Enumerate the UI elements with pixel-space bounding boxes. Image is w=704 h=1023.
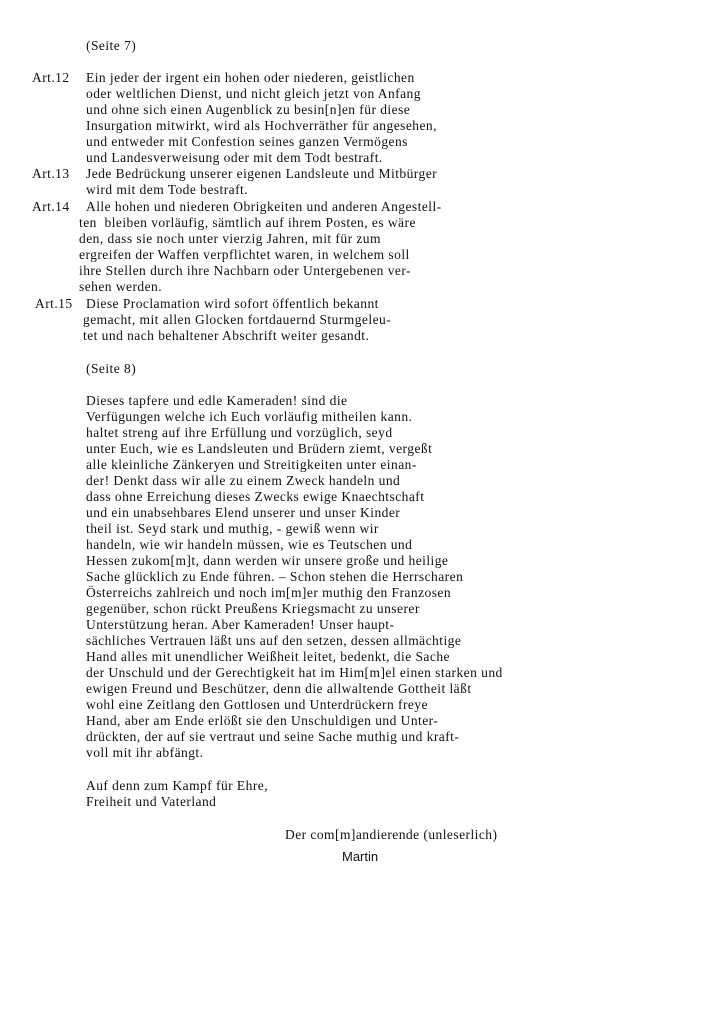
appeal-line: haltet streng auf ihre Erfüllung und vorzüglich, seyd bbox=[86, 425, 393, 440]
article-15-label: Art.15 bbox=[35, 296, 73, 311]
article-14-line: den, dass sie noch unter vierzig Jahren, mit für zum bbox=[79, 231, 381, 246]
appeal-line: der! Denkt dass wir alle zu einem Zweck handeln und bbox=[86, 473, 401, 488]
page-7-header: (Seite 7) bbox=[86, 38, 137, 53]
article-13-line: wird mit dem Tode bestraft. bbox=[86, 182, 249, 197]
appeal-line: ewigen Freund und Beschützer, denn die allwaltende Gottheit läßt bbox=[86, 681, 472, 696]
appeal-line: drückten, der auf sie vertraut und seine Sache muthig und kraft- bbox=[86, 729, 460, 744]
closing-line: Auf denn zum Kampf für Ehre, bbox=[86, 778, 269, 793]
article-12-line: Insurgation mitwirkt, wird als Hochverräther für angesehen, bbox=[86, 118, 437, 133]
appeal-line: Unterstützung heran. Aber Kameraden! Unser haupt- bbox=[86, 617, 395, 632]
article-15-line: gemacht, mit allen Glocken fortdauernd Sturmgeleu- bbox=[83, 312, 392, 327]
article-14-line: ten bleiben vorläufig, sämtlich auf ihrem Posten, es wäre bbox=[79, 215, 416, 230]
article-12-line: und entweder mit Confestion seines ganzen Vermögens bbox=[86, 134, 408, 149]
appeal-line: Hessen zukom[m]t, dann werden wir unsere große und heilige bbox=[86, 553, 449, 568]
closing-line: Freiheit und Vaterland bbox=[86, 794, 217, 809]
appeal-line: Österreichs zahlreich und noch im[m]er muthig den Franzosen bbox=[86, 585, 452, 600]
article-15-line: Diese Proclamation wird sofort öffentlich bekannt bbox=[86, 296, 379, 311]
article-14-line: Alle hohen und niederen Obrigkeiten und anderen Angestell- bbox=[86, 199, 442, 214]
article-14-line: sehen werden. bbox=[79, 279, 163, 294]
article-12-line: und ohne sich einen Augenblick zu besin[n]en für diese bbox=[86, 102, 411, 117]
appeal-line: dass ohne Erreichung dieses Zwecks ewige Knaechtschaft bbox=[86, 489, 425, 504]
article-12-label: Art.12 bbox=[32, 70, 70, 85]
appeal-line: unter Euch, wie es Landsleuten und Brüdern ziemt, vergeßt bbox=[86, 441, 433, 456]
article-15-line: tet und nach behaltener Abschrift weiter gesandt. bbox=[83, 328, 370, 343]
article-12-line: und Landesverweisung oder mit dem Todt bestraft. bbox=[86, 150, 383, 165]
appeal-line: wohl eine Zeitlang den Gottlosen und Unterdrückern freye bbox=[86, 697, 428, 712]
appeal-line: voll mit ihr abfängt. bbox=[86, 745, 204, 760]
appeal-line: sächliches Vertrauen läßt uns auf den setzen, dessen allmächtige bbox=[86, 633, 462, 648]
appeal-line: theil ist. Seyd stark und muthig, - gewiß wenn wir bbox=[86, 521, 379, 536]
article-14-line: ihre Stellen durch ihre Nachbarn oder Untergebenen ver- bbox=[79, 263, 411, 278]
signature-name: Martin bbox=[342, 849, 379, 864]
article-13-line: Jede Bedrückung unserer eigenen Landsleute und Mitbürger bbox=[86, 166, 438, 181]
appeal-line: Dieses tapfere und edle Kameraden! sind die bbox=[86, 393, 348, 408]
article-14-label: Art.14 bbox=[32, 199, 70, 214]
appeal-line: alle kleinliche Zänkeryen und Streitigkeiten unter einan- bbox=[86, 457, 417, 472]
article-12-line: oder weltlichen Dienst, und nicht gleich jetzt von Anfang bbox=[86, 86, 421, 101]
appeal-line: und ein unabsehbares Elend unserer und unser Kinder bbox=[86, 505, 401, 520]
appeal-line: handeln, wie wir handeln müssen, wie es Teutschen und bbox=[86, 537, 413, 552]
page-8-header: (Seite 8) bbox=[86, 361, 137, 376]
article-14-line: ergreifen der Waffen verpflichtet waren, in welchem soll bbox=[79, 247, 410, 262]
signature-title: Der com[m]andierende (unleserlich) bbox=[285, 827, 498, 842]
appeal-line: Hand alles mit unendlicher Weißheit leitet, bedenkt, die Sache bbox=[86, 649, 450, 664]
appeal-line: Hand, aber am Ende erlößt sie den Unschuldigen und Unter- bbox=[86, 713, 439, 728]
article-12-line: Ein jeder der irgent ein hohen oder niederen, geistlichen bbox=[86, 70, 415, 85]
appeal-line: der Unschuld und der Gerechtigkeit hat im Him[m]el einen starken und bbox=[86, 665, 503, 680]
article-13-label: Art.13 bbox=[32, 166, 70, 181]
appeal-line: Sache glücklich zu Ende führen. – Schon stehen die Herrscharen bbox=[86, 569, 464, 584]
appeal-line: Verfügungen welche ich Euch vorläufig mitheilen kann. bbox=[86, 409, 413, 424]
appeal-line: gegenüber, schon rückt Preußens Kriegsmacht zu unserer bbox=[86, 601, 420, 616]
